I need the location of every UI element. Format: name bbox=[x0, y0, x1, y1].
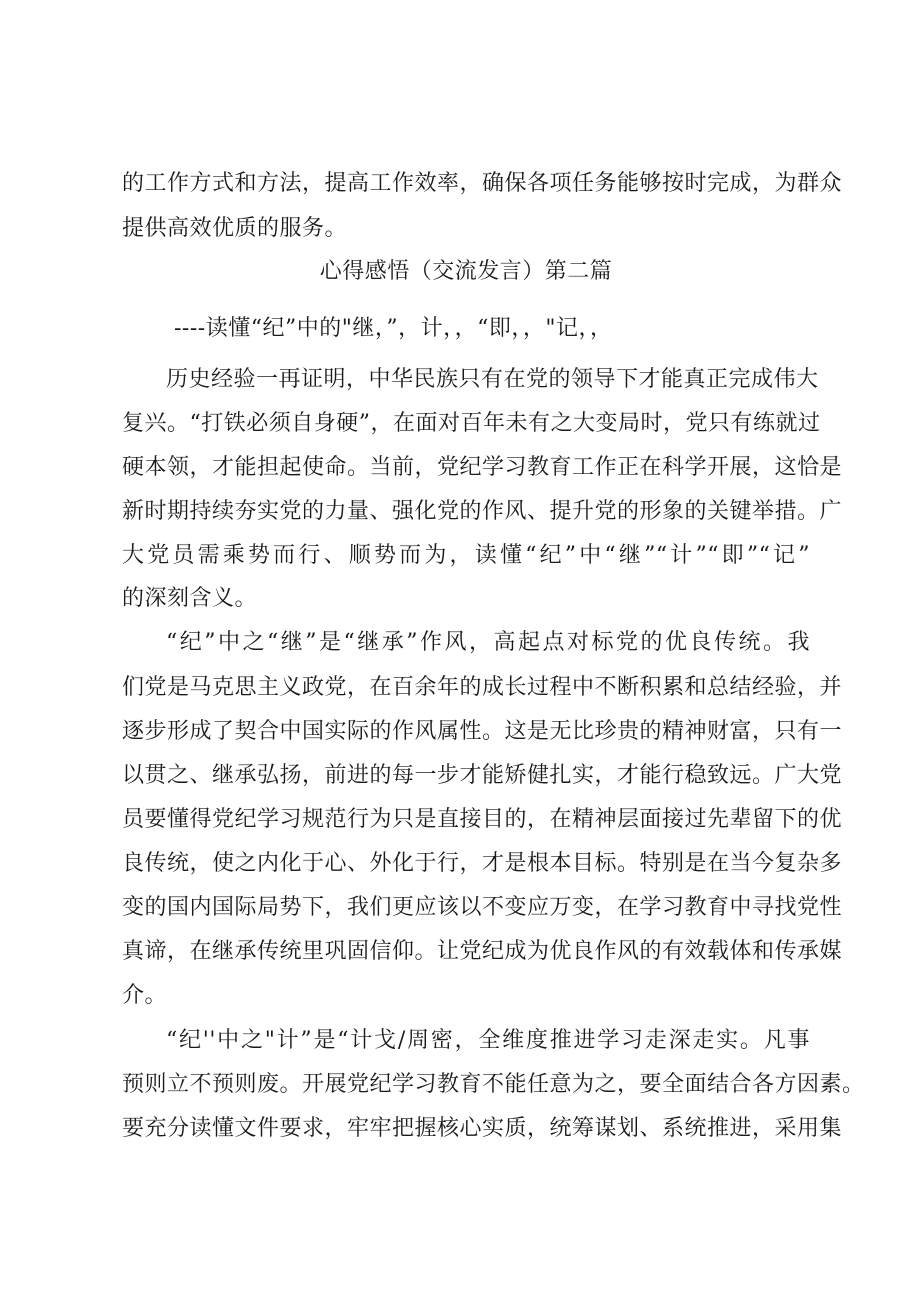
paragraph-2-line-3: 逐步形成了契合中国实际的作风属性。这是无比珍贵的精神财富，只有一 bbox=[122, 719, 843, 744]
document-title: 心得感悟（交流发言）第二篇 bbox=[319, 259, 613, 284]
paragraph-2-line-6: 良传统，使之内化于心、外化于行，才是根本目标。特别是在当今复杂多 bbox=[122, 851, 843, 876]
paragraph-1-line-3: 硬本领，才能担起使命。当前，党纪学习教育工作正在科学开展，这恰是 bbox=[122, 455, 843, 480]
paragraph-3-line-1: “纪''中之"计”是“计戈/周密，全维度推进学习走深走实。凡事 bbox=[166, 1028, 810, 1053]
intro-line-2: 提供高效优质的服务。 bbox=[122, 216, 348, 241]
paragraph-2-line-5: 员要懂得党纪学习规范行为只是直接目的，在精神层面接过先辈留下的优 bbox=[122, 807, 843, 832]
intro-line-1: 的工作方式和方法，提高工作效率，确保各项任务能够按时完成，为群众 bbox=[122, 171, 843, 196]
paragraph-1-line-6: 的深刻含义。 bbox=[122, 586, 258, 611]
paragraph-1-line-1: 历史经验一再证明，中华民族只有在党的领导下才能真正完成伟大 bbox=[166, 367, 819, 392]
paragraph-2-line-2: 们党是马克思主义政党，在百余年的成长过程中不断积累和总结经验，并 bbox=[122, 675, 843, 700]
document-subtitle: ----读懂“纪”中的"继，”，计，，“即，，"记，， bbox=[174, 316, 613, 341]
paragraph-1-line-4: 新时期持续夯实党的力量、强化党的作风、提升党的形象的关键举措。广 bbox=[122, 499, 843, 524]
paragraph-1-line-2: 复兴。“打铁必须自身硬”，在面对百年未有之大变局时，党只有练就过 bbox=[122, 411, 821, 436]
paragraph-1-line-5: 大党员需乘势而行、顺势而为，读懂“纪”中“继”“计”“即”“记” bbox=[122, 543, 810, 568]
paragraph-3-line-2: 预则立不预则废。开展党纪学习教育不能任意为之，要全面结合各方因素。 bbox=[122, 1072, 865, 1097]
paragraph-2-line-9: 介。 bbox=[122, 983, 168, 1008]
paragraph-2-line-7: 变的国内国际局势下，我们更应该以不变应万变，在学习教育中寻找党性 bbox=[122, 895, 843, 920]
paragraph-3-line-3: 要充分读懂文件要求，牢牢把握核心实质，统筹谋划、系统推进，采用集 bbox=[122, 1116, 843, 1141]
paragraph-2-line-1: “纪”中之“继”是“继承”作风，高起点对标党的优良传统。我 bbox=[166, 630, 810, 655]
paragraph-2-line-4: 以贯之、继承弘扬，前进的每一步才能矫健扎实，才能行稳致远。广大党 bbox=[122, 763, 843, 788]
paragraph-2-line-8: 真谛，在继承传统里巩固信仰。让党纪成为优良作风的有效载体和传承媒 bbox=[122, 939, 843, 964]
